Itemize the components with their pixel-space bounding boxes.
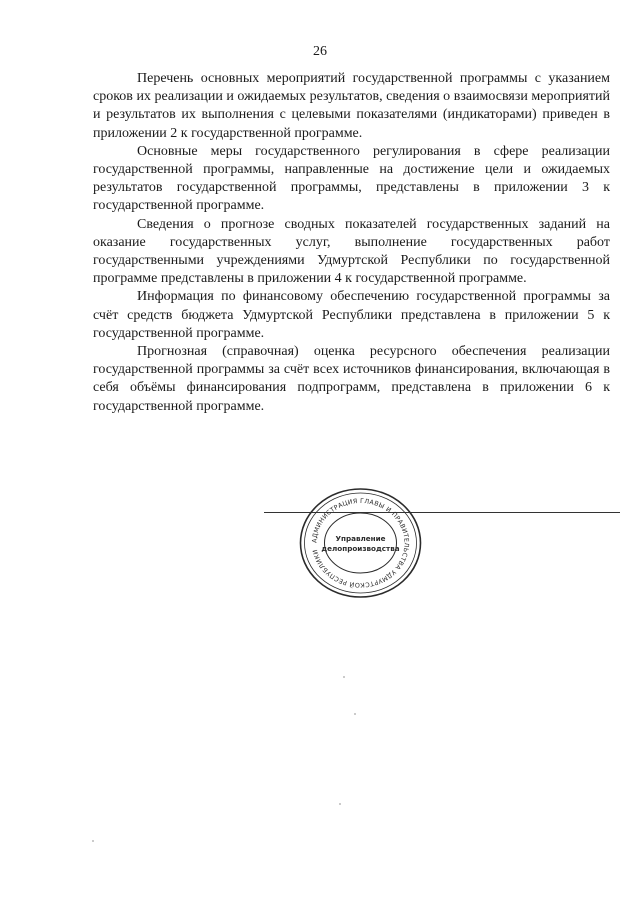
scan-speck [343, 676, 345, 678]
seal-ring-text: АДМИНИСТРАЦИЯ ГЛАВЫ И ПРАВИТЕЛЬСТВА УДМУРТСКОЙ РЕСПУБЛИКИ [311, 497, 410, 589]
seal-center-line-1: Управление [335, 534, 386, 543]
official-seal [298, 487, 423, 599]
scan-speck [354, 713, 356, 715]
paragraph-appendix-3: Основные меры государственного регулирования в сфере реализации государственной программы, направленные на достижение цели и ожидаемых результатов государственной программы, представлены в приложении 3 к государственной программе. [93, 143, 610, 214]
scan-speck [339, 803, 341, 805]
document-body [93, 70, 610, 416]
page-number: 26 [313, 44, 327, 59]
signature-area [264, 487, 620, 607]
scan-speck [92, 840, 94, 842]
paragraph-appendix-4: Сведения о прогнозе сводных показателей государственных заданий на оказание государственных услуг, выполнение государственных работ государственными учреждениями Удмуртской Республики по государственной программе представлены в приложении 4 к государственной программе. [93, 216, 610, 287]
paragraph-appendix-6: Прогнозная (справочная) оценка ресурсного обеспечения реализации государственной программы за счёт всех источников финансирования, включающая в себя объёмы финансирования подпрограмм, представлена в приложении 6 к государственной программе. [93, 344, 610, 414]
seal-center-line-2: делопроизводства [321, 544, 400, 553]
paragraph-appendix-5: Информация по финансовому обеспечению государственной программы за счёт средств бюджета Удмуртской Республики представлена в приложении 5 к государственной программе. [93, 289, 610, 341]
paragraph-appendix-2: Перечень основных мероприятий государственной программы с указанием сроков их реализации и ожидаемых результатов, сведения о взаимосвязи мероприятий и результатов их выполнения с целевыми показателями (индикаторами) приведен в приложении 2 к государственной программе. [93, 71, 610, 141]
